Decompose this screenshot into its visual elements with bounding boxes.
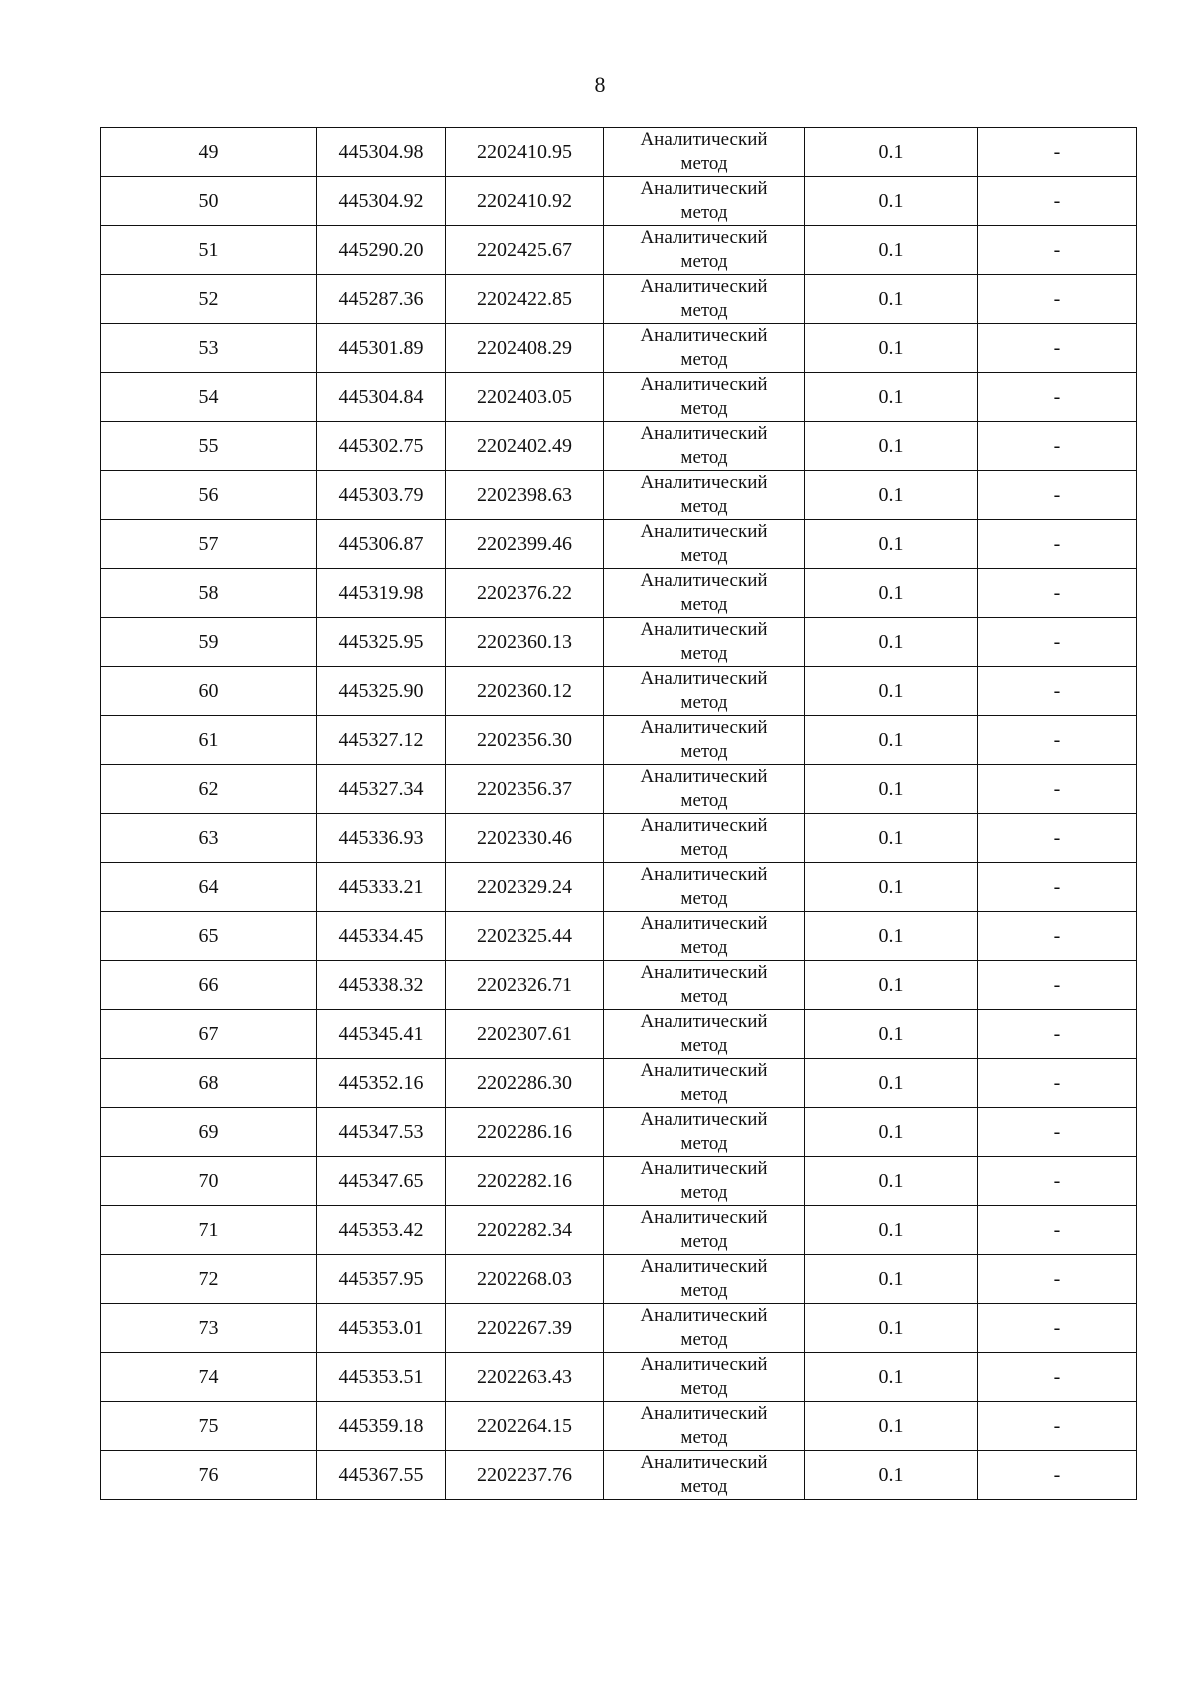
table-row [101,324,1137,373]
method-line-2: метод [680,349,728,370]
y-coordinate-cell: 2202329.24 [446,863,604,912]
accuracy-cell: 0.1 [805,520,978,569]
point-number-cell: 57 [101,520,317,569]
method-line-1: Аналитический [640,472,768,493]
y-coordinate-cell: 2202330.46 [446,814,604,863]
method-line-1: Аналитический [640,227,768,248]
accuracy-cell: 0.1 [805,1353,978,1402]
coordinates-table [100,127,1137,1500]
table-row [101,177,1137,226]
x-coordinate-cell: 445301.89 [317,324,446,373]
x-coordinate-cell: 445304.92 [317,177,446,226]
point-number-cell: 61 [101,716,317,765]
method-line-1: Аналитический [640,1354,768,1375]
method-line-1: Аналитический [640,864,768,885]
method-cell [604,1206,805,1255]
y-coordinate-cell: 2202286.30 [446,1059,604,1108]
table-row [101,373,1137,422]
point-number-cell: 68 [101,1059,317,1108]
point-number-cell: 71 [101,1206,317,1255]
method-line-1: Аналитический [640,668,768,689]
note-cell: - [978,226,1137,275]
method-line-1: Аналитический [640,619,768,640]
method-line-2: метод [680,1427,728,1448]
method-cell [604,422,805,471]
x-coordinate-cell: 445333.21 [317,863,446,912]
x-coordinate-cell: 445327.12 [317,716,446,765]
y-coordinate-cell: 2202403.05 [446,373,604,422]
accuracy-cell: 0.1 [805,814,978,863]
method-line-2: метод [680,692,728,713]
point-number-cell: 76 [101,1451,317,1500]
method-line-2: метод [680,643,728,664]
method-line-1: Аналитический [640,815,768,836]
y-coordinate-cell: 2202360.12 [446,667,604,716]
method-line-1: Аналитический [640,766,768,787]
method-line-1: Аналитический [640,1011,768,1032]
y-coordinate-cell: 2202307.61 [446,1010,604,1059]
table-row [101,961,1137,1010]
method-line-2: метод [680,937,728,958]
accuracy-cell: 0.1 [805,471,978,520]
method-line-2: метод [680,1035,728,1056]
accuracy-cell: 0.1 [805,1108,978,1157]
table-row [101,1353,1137,1402]
method-line-1: Аналитический [640,1403,768,1424]
x-coordinate-cell: 445327.34 [317,765,446,814]
method-line-2: метод [680,447,728,468]
y-coordinate-cell: 2202422.85 [446,275,604,324]
x-coordinate-cell: 445367.55 [317,1451,446,1500]
method-line-1: Аналитический [640,1207,768,1228]
y-coordinate-cell: 2202267.39 [446,1304,604,1353]
x-coordinate-cell: 445290.20 [317,226,446,275]
point-number-cell: 60 [101,667,317,716]
method-cell [604,1010,805,1059]
x-coordinate-cell: 445347.53 [317,1108,446,1157]
table-row [101,275,1137,324]
x-coordinate-cell: 445287.36 [317,275,446,324]
method-line-2: метод [680,1182,728,1203]
method-line-1: Аналитический [640,962,768,983]
method-line-2: метод [680,986,728,1007]
table-row [101,667,1137,716]
y-coordinate-cell: 2202399.46 [446,520,604,569]
method-line-2: метод [680,545,728,566]
method-line-2: метод [680,1231,728,1252]
accuracy-cell: 0.1 [805,667,978,716]
table-row [101,1157,1137,1206]
table-row [101,765,1137,814]
point-number-cell: 62 [101,765,317,814]
point-number-cell: 66 [101,961,317,1010]
table-row [101,912,1137,961]
method-line-1: Аналитический [640,423,768,444]
x-coordinate-cell: 445306.87 [317,520,446,569]
method-line-2: метод [680,741,728,762]
method-line-1: Аналитический [640,1109,768,1130]
note-cell: - [978,1157,1137,1206]
x-coordinate-cell: 445334.45 [317,912,446,961]
x-coordinate-cell: 445352.16 [317,1059,446,1108]
x-coordinate-cell: 445353.51 [317,1353,446,1402]
y-coordinate-cell: 2202237.76 [446,1451,604,1500]
accuracy-cell: 0.1 [805,1402,978,1451]
accuracy-cell: 0.1 [805,1255,978,1304]
accuracy-cell: 0.1 [805,1010,978,1059]
x-coordinate-cell: 445359.18 [317,1402,446,1451]
method-line-1: Аналитический [640,717,768,738]
note-cell: - [978,275,1137,324]
method-cell [604,569,805,618]
table-row [101,1206,1137,1255]
method-line-2: метод [680,1280,728,1301]
method-cell [604,1108,805,1157]
x-coordinate-cell: 445303.79 [317,471,446,520]
accuracy-cell: 0.1 [805,275,978,324]
y-coordinate-cell: 2202356.30 [446,716,604,765]
method-line-2: метод [680,1329,728,1350]
x-coordinate-cell: 445357.95 [317,1255,446,1304]
method-line-1: Аналитический [640,570,768,591]
note-cell: - [978,422,1137,471]
method-line-2: метод [680,790,728,811]
method-line-2: метод [680,300,728,321]
point-number-cell: 59 [101,618,317,667]
x-coordinate-cell: 445319.98 [317,569,446,618]
point-number-cell: 50 [101,177,317,226]
point-number-cell: 72 [101,1255,317,1304]
method-line-1: Аналитический [640,1158,768,1179]
table-row [101,1255,1137,1304]
point-number-cell: 53 [101,324,317,373]
method-line-2: метод [680,1378,728,1399]
accuracy-cell: 0.1 [805,1304,978,1353]
table-body [101,128,1137,1500]
table-row [101,1304,1137,1353]
accuracy-cell: 0.1 [805,569,978,618]
accuracy-cell: 0.1 [805,1451,978,1500]
note-cell: - [978,1451,1137,1500]
table-row [101,1451,1137,1500]
accuracy-cell: 0.1 [805,863,978,912]
x-coordinate-cell: 445353.01 [317,1304,446,1353]
note-cell: - [978,618,1137,667]
method-cell [604,177,805,226]
point-number-cell: 69 [101,1108,317,1157]
note-cell: - [978,373,1137,422]
method-cell [604,324,805,373]
y-coordinate-cell: 2202282.34 [446,1206,604,1255]
accuracy-cell: 0.1 [805,1059,978,1108]
point-number-cell: 54 [101,373,317,422]
method-cell [604,863,805,912]
x-coordinate-cell: 445347.65 [317,1157,446,1206]
table-row [101,1402,1137,1451]
method-cell [604,814,805,863]
note-cell: - [978,716,1137,765]
x-coordinate-cell: 445338.32 [317,961,446,1010]
point-number-cell: 58 [101,569,317,618]
point-number-cell: 55 [101,422,317,471]
point-number-cell: 52 [101,275,317,324]
table-row [101,618,1137,667]
point-number-cell: 63 [101,814,317,863]
y-coordinate-cell: 2202398.63 [446,471,604,520]
x-coordinate-cell: 445325.90 [317,667,446,716]
x-coordinate-cell: 445336.93 [317,814,446,863]
note-cell: - [978,1353,1137,1402]
note-cell: - [978,814,1137,863]
note-cell: - [978,1402,1137,1451]
accuracy-cell: 0.1 [805,1157,978,1206]
method-line-2: метод [680,1133,728,1154]
method-cell [604,1059,805,1108]
note-cell: - [978,569,1137,618]
accuracy-cell: 0.1 [805,765,978,814]
method-line-1: Аналитический [640,1452,768,1473]
note-cell: - [978,128,1137,177]
method-line-2: метод [680,1476,728,1497]
table-row [101,863,1137,912]
table-row [101,226,1137,275]
table-row [101,814,1137,863]
method-cell [604,520,805,569]
table-row [101,128,1137,177]
page-number: 8 [594,72,606,97]
method-cell [604,1451,805,1500]
accuracy-cell: 0.1 [805,961,978,1010]
method-line-1: Аналитический [640,325,768,346]
note-cell: - [978,863,1137,912]
y-coordinate-cell: 2202410.95 [446,128,604,177]
table-row [101,422,1137,471]
method-line-2: метод [680,251,728,272]
x-coordinate-cell: 445302.75 [317,422,446,471]
method-cell [604,1402,805,1451]
point-number-cell: 51 [101,226,317,275]
y-coordinate-cell: 2202410.92 [446,177,604,226]
point-number-cell: 74 [101,1353,317,1402]
note-cell: - [978,667,1137,716]
method-line-1: Аналитический [640,178,768,199]
method-cell [604,618,805,667]
method-cell [604,667,805,716]
y-coordinate-cell: 2202326.71 [446,961,604,1010]
y-coordinate-cell: 2202425.67 [446,226,604,275]
y-coordinate-cell: 2202282.16 [446,1157,604,1206]
accuracy-cell: 0.1 [805,422,978,471]
method-cell [604,471,805,520]
y-coordinate-cell: 2202376.22 [446,569,604,618]
accuracy-cell: 0.1 [805,177,978,226]
method-line-2: метод [680,398,728,419]
method-cell [604,1353,805,1402]
note-cell: - [978,177,1137,226]
table-row [101,716,1137,765]
method-line-2: метод [680,1084,728,1105]
point-number-cell: 73 [101,1304,317,1353]
method-cell [604,226,805,275]
method-line-1: Аналитический [640,1060,768,1081]
note-cell: - [978,1304,1137,1353]
table-row [101,1010,1137,1059]
method-line-2: метод [680,839,728,860]
note-cell: - [978,1010,1137,1059]
method-cell [604,128,805,177]
method-cell [604,1255,805,1304]
x-coordinate-cell: 445353.42 [317,1206,446,1255]
y-coordinate-cell: 2202286.16 [446,1108,604,1157]
method-line-1: Аналитический [640,276,768,297]
y-coordinate-cell: 2202264.15 [446,1402,604,1451]
method-cell [604,716,805,765]
note-cell: - [978,1255,1137,1304]
method-cell [604,275,805,324]
note-cell: - [978,961,1137,1010]
x-coordinate-cell: 445304.98 [317,128,446,177]
accuracy-cell: 0.1 [805,324,978,373]
note-cell: - [978,912,1137,961]
note-cell: - [978,324,1137,373]
accuracy-cell: 0.1 [805,226,978,275]
x-coordinate-cell: 445345.41 [317,1010,446,1059]
method-line-2: метод [680,888,728,909]
point-number-cell: 65 [101,912,317,961]
y-coordinate-cell: 2202356.37 [446,765,604,814]
table-row [101,1108,1137,1157]
note-cell: - [978,1108,1137,1157]
y-coordinate-cell: 2202408.29 [446,324,604,373]
note-cell: - [978,765,1137,814]
note-cell: - [978,471,1137,520]
note-cell: - [978,1059,1137,1108]
method-cell [604,1157,805,1206]
y-coordinate-cell: 2202268.03 [446,1255,604,1304]
point-number-cell: 64 [101,863,317,912]
table-row [101,520,1137,569]
method-line-1: Аналитический [640,129,768,150]
method-cell [604,373,805,422]
x-coordinate-cell: 445325.95 [317,618,446,667]
method-cell [604,765,805,814]
point-number-cell: 70 [101,1157,317,1206]
accuracy-cell: 0.1 [805,912,978,961]
accuracy-cell: 0.1 [805,373,978,422]
method-line-1: Аналитический [640,374,768,395]
method-line-2: метод [680,496,728,517]
method-line-2: метод [680,594,728,615]
table-row [101,569,1137,618]
y-coordinate-cell: 2202360.13 [446,618,604,667]
accuracy-cell: 0.1 [805,128,978,177]
point-number-cell: 56 [101,471,317,520]
method-line-1: Аналитический [640,913,768,934]
accuracy-cell: 0.1 [805,1206,978,1255]
x-coordinate-cell: 445304.84 [317,373,446,422]
accuracy-cell: 0.1 [805,618,978,667]
method-line-2: метод [680,202,728,223]
point-number-cell: 67 [101,1010,317,1059]
table-row [101,1059,1137,1108]
y-coordinate-cell: 2202402.49 [446,422,604,471]
method-line-2: метод [680,153,728,174]
point-number-cell: 75 [101,1402,317,1451]
y-coordinate-cell: 2202325.44 [446,912,604,961]
method-line-1: Аналитический [640,1256,768,1277]
accuracy-cell: 0.1 [805,716,978,765]
y-coordinate-cell: 2202263.43 [446,1353,604,1402]
method-cell [604,961,805,1010]
note-cell: - [978,520,1137,569]
method-cell [604,912,805,961]
note-cell: - [978,1206,1137,1255]
method-cell [604,1304,805,1353]
method-line-1: Аналитический [640,1305,768,1326]
point-number-cell: 49 [101,128,317,177]
method-line-1: Аналитический [640,521,768,542]
table-row [101,471,1137,520]
